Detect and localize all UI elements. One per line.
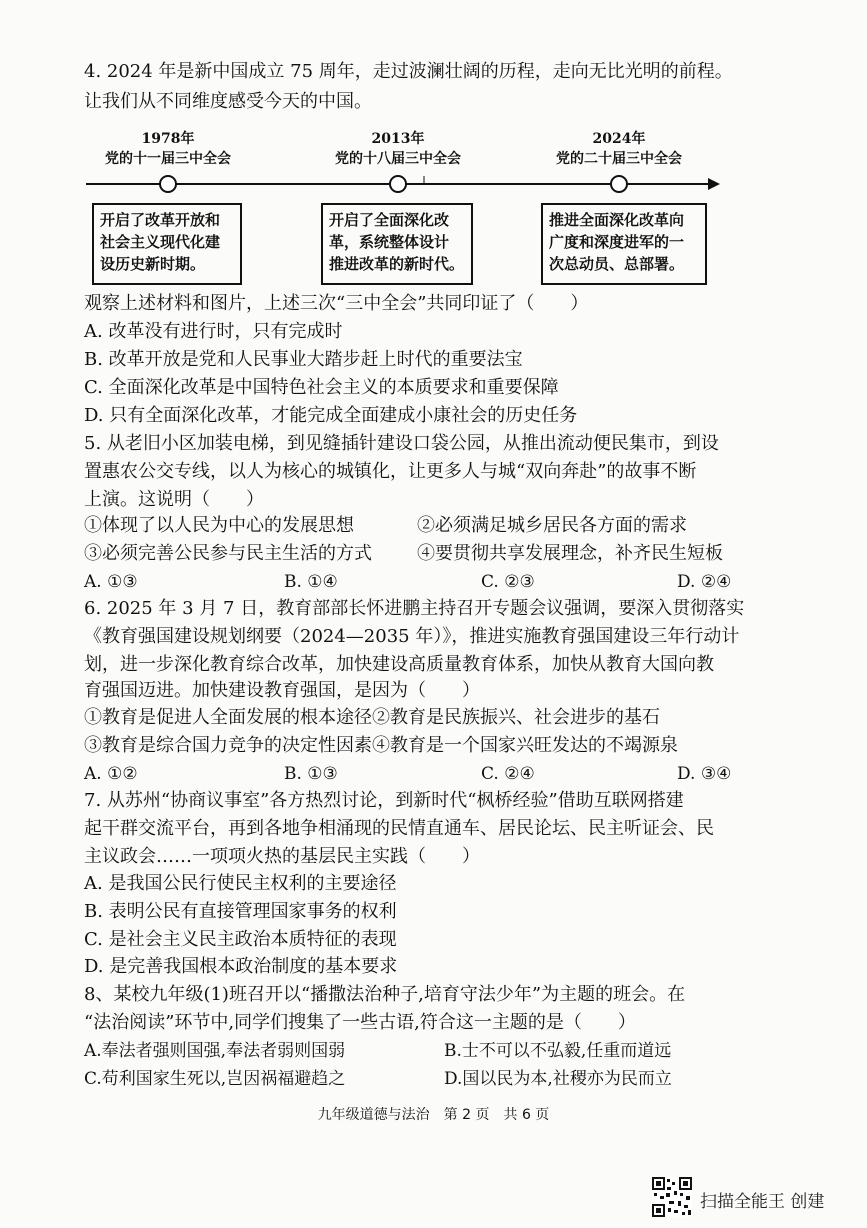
qr-code-icon	[652, 1177, 692, 1217]
q6-stem-line4: 育强国迈进。加快建设教育强国，是因为（ ）	[84, 680, 480, 701]
q8-option-c: C.苟利国家生死以,岂因祸福避趋之	[84, 1069, 346, 1089]
q4-intro-line1: 4. 2024 年是新中国成立 75 周年，走过波澜壮阔的历程，走向无比光明的前程。	[84, 61, 733, 82]
q8-stem-line2: “法治阅读”环节中,同学们搜集了一些古语,符合这一主题的是（ ）	[84, 1012, 636, 1033]
timeline-box-1978	[92, 203, 242, 285]
q4-option-c: C. 全面深化改革是中国特色社会主义的本质要求和重要保障	[84, 377, 559, 398]
timeline-box-1-line: 社会主义现代化建	[100, 233, 221, 251]
q4-option-d: D. 只有全面深化改革，才能完成全面建成小康社会的历史任务	[84, 405, 578, 426]
scanner-watermark: 扫描全能王 创建	[700, 1192, 825, 1212]
q7-stem-line1: 7. 从苏州“协商议事室”各方热烈讨论，到新时代“枫桥经验”借助互联网搭建	[84, 790, 684, 811]
q7-option-a: A. 是我国公民行使民主权利的主要途径	[84, 873, 397, 894]
q5-stem-line1: 5. 从老旧小区加装电梯，到见缝插针建设口袋公园，从推出流动便民集市，到设	[84, 433, 719, 454]
q6-choice-b: B. ①③	[284, 764, 338, 784]
q7-option-c: C. 是社会主义民主政治本质特征的表现	[84, 929, 397, 950]
q4-stem: 观察上述材料和图片，上述三次“三中全会”共同印证了（ ）	[84, 293, 589, 314]
timeline-box-1-line: 开启了改革开放和	[100, 211, 221, 229]
q6-stem-line2: 《教育强国建设规划纲要（2024—2035 年）》，推进实施教育强国建设三年行动计	[84, 626, 740, 647]
q6-stem-line3: 划，进一步深化教育综合改革，加快建设高质量教育体系，加快从教育大国向教	[84, 654, 714, 675]
q8-option-a: A.奉法者强则国强,奉法者弱则国弱	[84, 1041, 346, 1061]
timeline-node-2024	[611, 176, 627, 192]
timeline-meeting-2: 党的十八届三中全会	[335, 151, 461, 167]
q7-stem-line2: 起干群交流平台，再到各地争相涌现的民情直通车、居民论坛、民主听证会、民	[84, 818, 714, 839]
q5-choice-d: D. ②④	[677, 572, 732, 592]
timeline-meeting-3: 党的二十届三中全会	[556, 151, 682, 167]
q4-option-a: A. 改革没有进行时，只有完成时	[84, 321, 343, 342]
timeline-box-3-line: 推进全面深化改革向	[549, 211, 685, 229]
q5-item-4: ④要贯彻共享发展理念，补齐民生短板	[417, 543, 723, 564]
timeline-box-3-line: 次总动员、总部署。	[549, 255, 685, 273]
timeline-meeting-1: 党的十一届三中全会	[105, 151, 231, 167]
q8-option-b: B.士不可以不弘毅,任重而道远	[444, 1041, 672, 1061]
q5-choice-c: C. ②③	[481, 572, 535, 592]
q6-choice-d: D. ③④	[677, 764, 732, 784]
timeline-box-2013	[321, 203, 473, 285]
q5-stem-line3: 上演。这说明（ ）	[84, 489, 264, 510]
timeline-box-2024	[541, 203, 707, 285]
q6-items-line2: ③教育是综合国力竞争的决定性因素④教育是一个国家兴旺发达的不竭源泉	[84, 735, 678, 756]
timeline-year-2: 2013年	[371, 131, 425, 147]
page-footer: 九年级道德与法治 第 2 页 共 6 页	[317, 1107, 550, 1123]
q5-choice-b: B. ①④	[284, 572, 338, 592]
q5-stem-line2: 置惠农公交专线，以人为核心的城镇化，让更多人与城“双向奔赴”的故事不断	[84, 461, 697, 482]
timeline-box-3-line: 广度和深度进军的一	[549, 233, 685, 251]
timeline-box-2-line: 革，系统整体设计	[329, 233, 450, 251]
timeline-box-2-line: 开启了全面深化改	[329, 211, 450, 229]
q6-choice-a: A. ①②	[84, 764, 138, 784]
q7-option-b: B. 表明公民有直接管理国家事务的权利	[84, 901, 397, 922]
q5-item-3: ③必须完善公民参与民主生活的方式	[84, 543, 372, 564]
q4-option-b: B. 改革开放是党和人民事业大踏步赶上时代的重要法宝	[84, 349, 523, 370]
q6-items-line1: ①教育是促进人全面发展的根本途径②教育是民族振兴、社会进步的基石	[84, 707, 660, 728]
timeline-year-3: 2024年	[592, 131, 646, 147]
timeline-box-2-line: 推进改革的新时代。	[329, 255, 465, 273]
q4-intro-line2: 让我们从不同维度感受今天的中国。	[84, 91, 372, 112]
q6-choice-c: C. ②④	[481, 764, 535, 784]
q6-stem-line1: 6. 2025 年 3 月 7 日，教育部部长怀进鹏主持召开专题会议强调，要深入贯彻落实	[84, 598, 745, 619]
timeline-node-1978	[160, 176, 176, 192]
q7-stem-line3: 主议政会……一项项火热的基层民主实践（ ）	[84, 846, 480, 867]
timeline-box-1-line: 设历史新时期。	[100, 255, 206, 273]
q5-item-1: ①体现了以人民为中心的发展思想	[84, 515, 354, 536]
q8-option-d: D.国以民为本,社稷亦为民而立	[444, 1069, 672, 1089]
q5-choice-a: A. ①③	[84, 572, 138, 592]
q5-item-2: ②必须满足城乡居民各方面的需求	[417, 515, 687, 536]
timeline-node-2013	[390, 176, 406, 192]
timeline-year-1: 1978年	[141, 131, 195, 147]
q8-stem-line1: 8、某校九年级(1)班召开以“播撒法治种子,培育守法少年”为主题的班会。在	[84, 984, 686, 1005]
q7-option-d: D. 是完善我国根本政治制度的基本要求	[84, 956, 398, 977]
